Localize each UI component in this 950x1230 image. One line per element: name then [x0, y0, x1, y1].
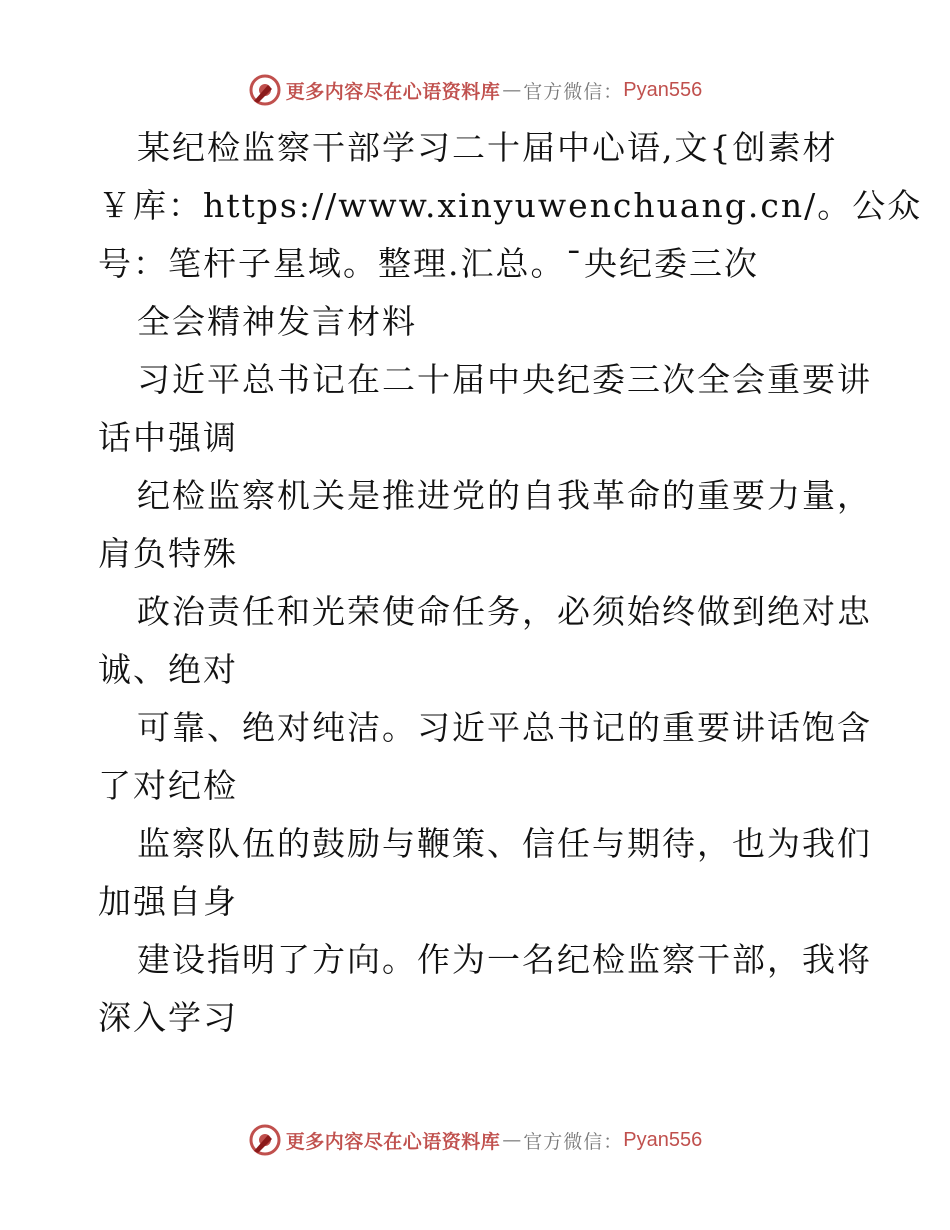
- wechat-id: Pyan556: [623, 78, 703, 101]
- body-line: 诚、绝对: [98, 650, 238, 689]
- body-line: 政治责任和光荣使命任务，必须始终做到绝对忠: [137, 592, 872, 631]
- pen-logo-icon: [248, 73, 282, 107]
- promo-text: 更多内容尽在心语资料库: [285, 1130, 501, 1153]
- pen-logo-icon: [248, 1123, 282, 1157]
- promo-text: 更多内容尽在心语资料库: [285, 80, 501, 103]
- body-line: 了对纪检: [98, 766, 238, 805]
- dash-separator: —: [502, 1129, 522, 1151]
- body-line: 号：笔杆子星域。整理.汇总。¯央纪委三次: [98, 244, 759, 283]
- body-line: 深入学习: [98, 998, 238, 1037]
- body-line: 话中强调: [98, 418, 238, 457]
- body-line: ￥库：https://www.xinyuwenchuang.cn/。公众: [98, 186, 923, 225]
- footer-watermark: [0, 1120, 950, 1160]
- body-line: 习近平总书记在二十届中央纪委三次全会重要讲: [137, 360, 872, 399]
- wechat-id: Pyan556: [623, 1128, 703, 1151]
- body-line: 某纪检监察干部学习二十届中心语,文{创素材: [137, 128, 838, 167]
- body-line: 全会精神发言材料: [137, 302, 417, 341]
- body-line: 加强自身: [98, 882, 238, 921]
- body-line: 监察队伍的鼓励与鞭策、信任与期待，也为我们: [137, 824, 872, 863]
- header-watermark: [0, 70, 950, 110]
- body-line: 可靠、绝对纯洁。习近平总书记的重要讲话饱含: [137, 708, 872, 747]
- body-line: 肩负特殊: [98, 534, 238, 573]
- body-line: 建设指明了方向。作为一名纪检监察干部，我将: [137, 940, 872, 979]
- dash-separator: —: [502, 79, 522, 101]
- body-line: 纪检监察机关是推进党的自我革命的重要力量，: [137, 476, 872, 515]
- wechat-label: 官方微信：: [523, 1130, 624, 1153]
- wechat-label: 官方微信：: [523, 80, 624, 103]
